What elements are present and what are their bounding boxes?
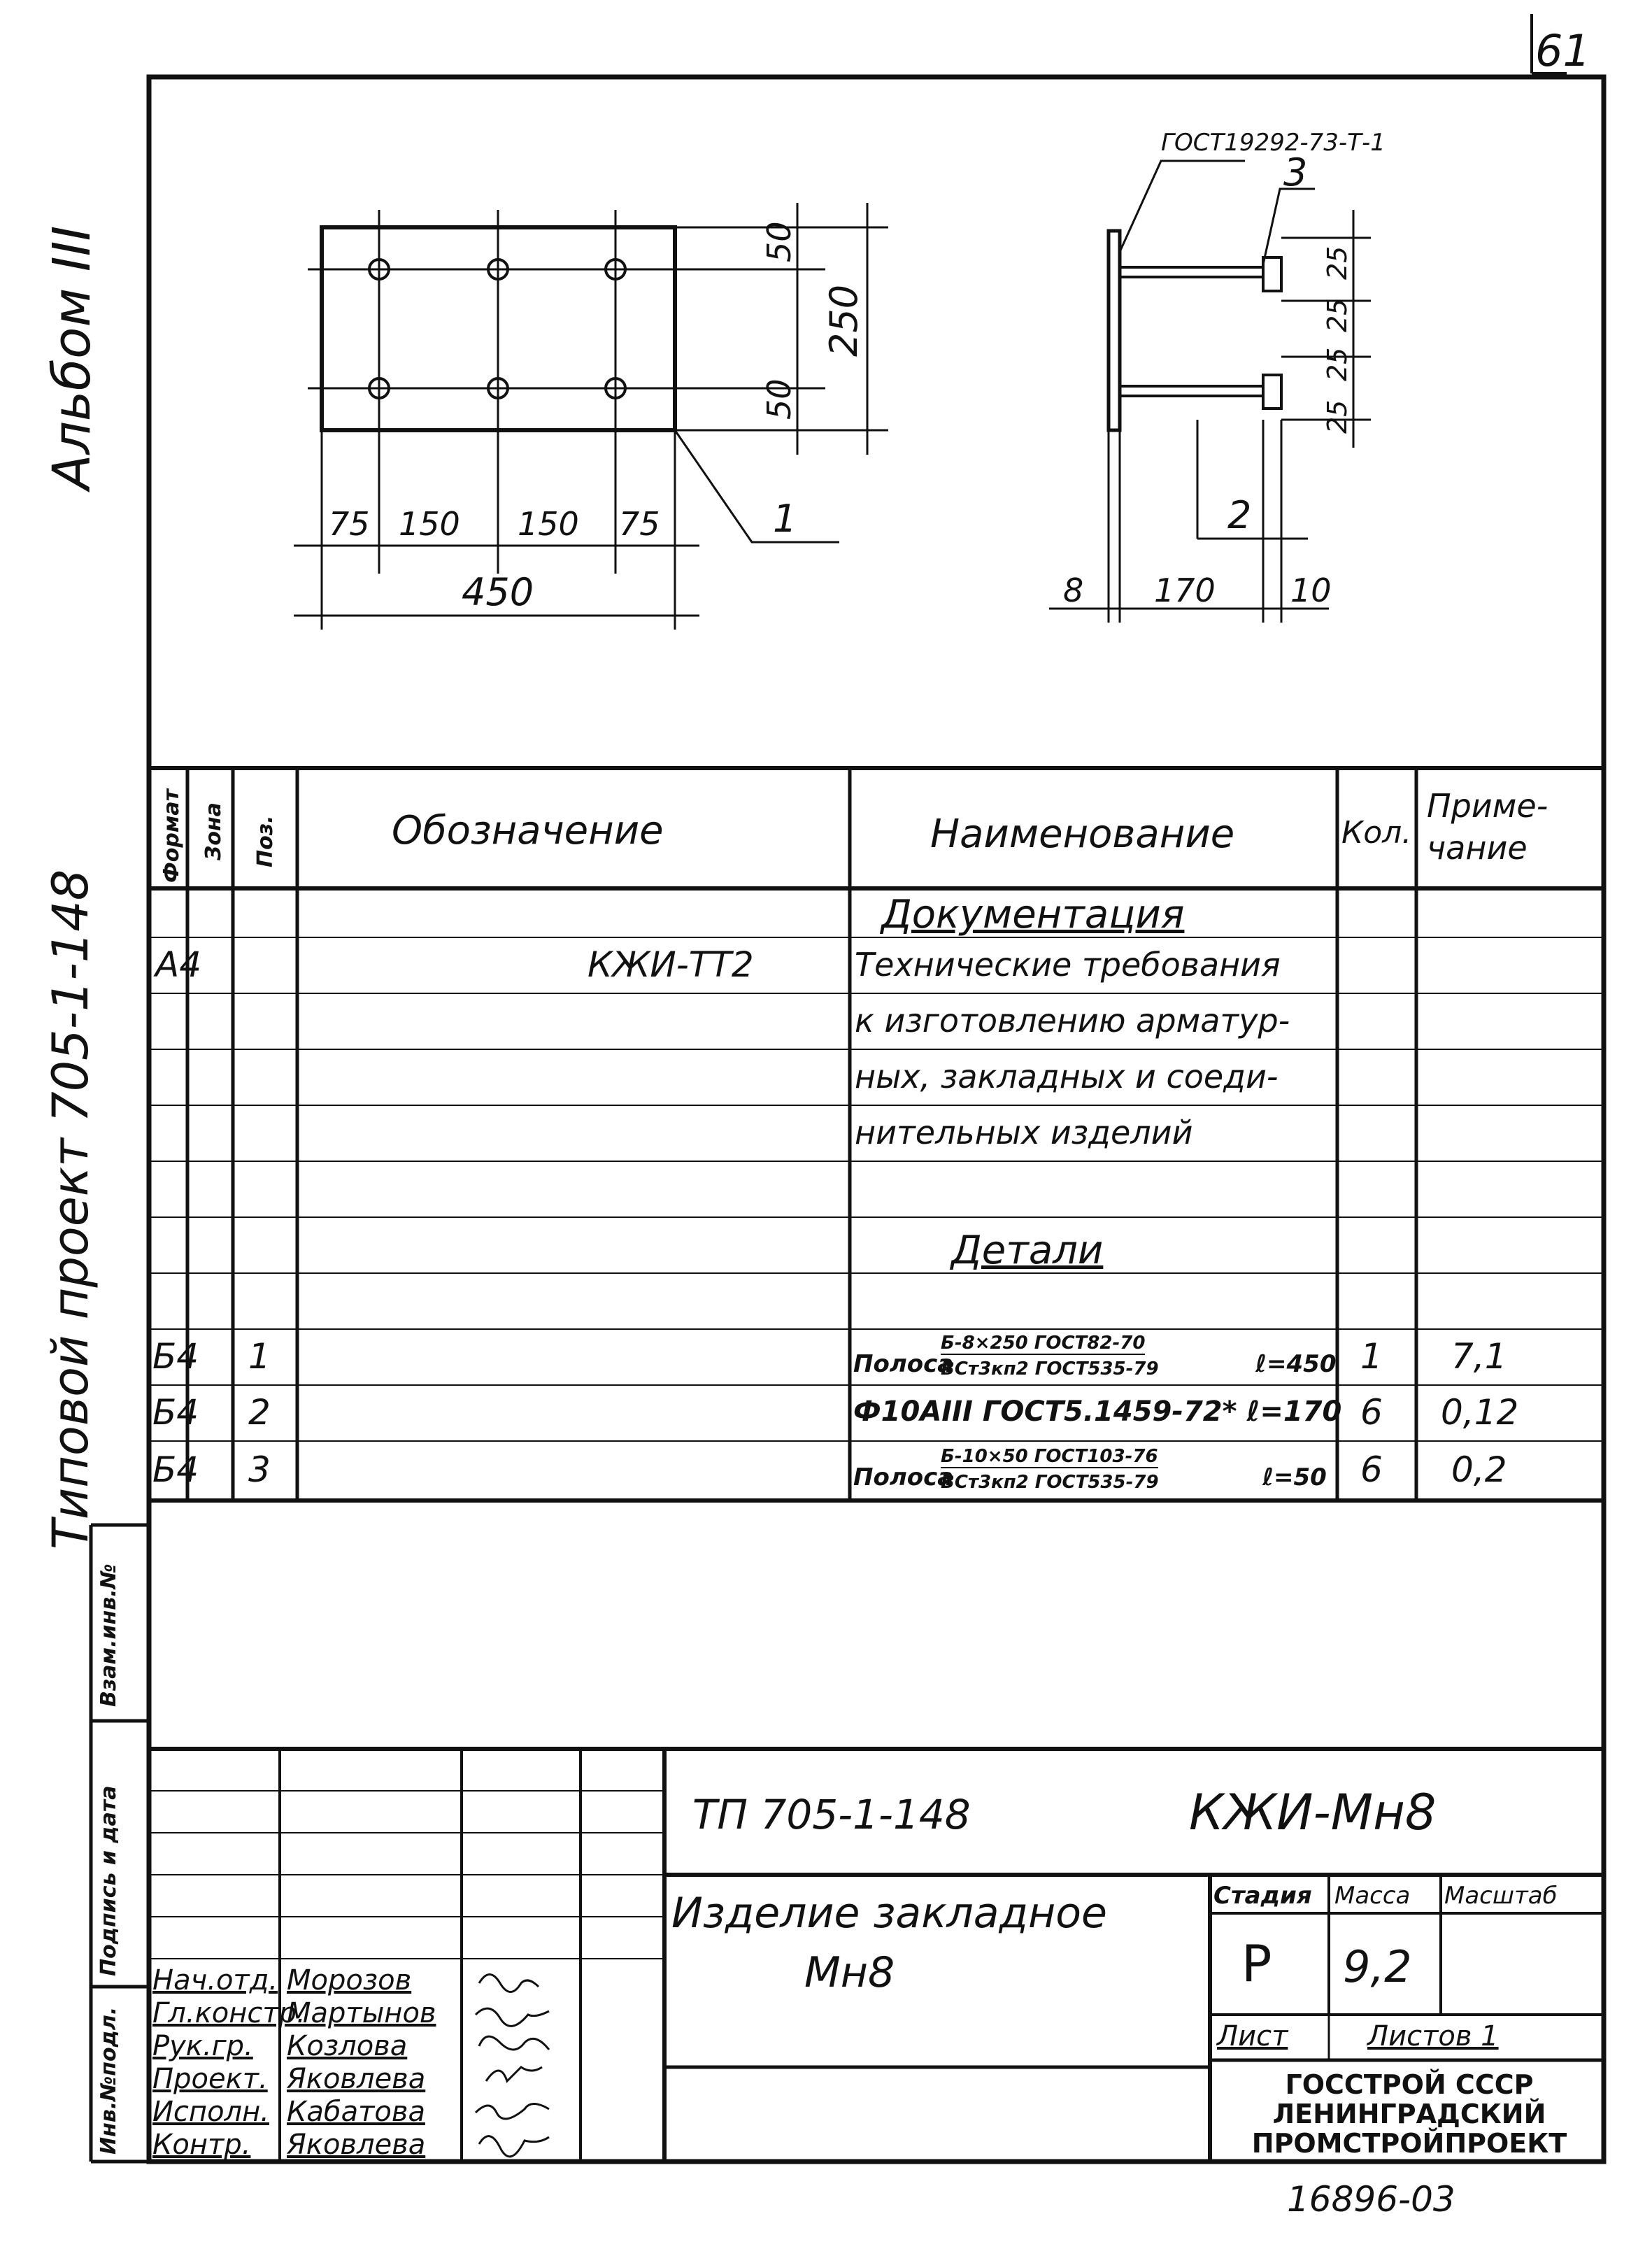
name-1: Морозов — [287, 1964, 412, 1996]
org-line-3: ПРОМСТРОЙПРОЕКТ — [1251, 2128, 1567, 2159]
mass-value: 9,2 — [1343, 1941, 1412, 1992]
part1-pos: 1 — [248, 1336, 271, 1377]
part3-name-bottom: ВСт3кп2 ГОСТ535-79 — [941, 1472, 1159, 1493]
part1-format: Б4 — [152, 1336, 199, 1377]
hdr-designation: Обозначение — [392, 808, 664, 853]
album-label: Альбом III — [42, 225, 102, 490]
gost-label: ГОСТ19292-73-Т-1 — [1161, 129, 1386, 157]
name-5: Кабатова — [287, 2096, 425, 2128]
hdr-format: Формат — [159, 789, 184, 883]
part2-note: 0,12 — [1441, 1392, 1519, 1433]
part1-name-top: Б-8×250 ГОСТ82-70 — [941, 1333, 1146, 1354]
section-parts: Детали — [951, 1228, 1104, 1273]
side-dim-2: 25 — [1322, 298, 1353, 332]
vzam-inv-label: Взам.инв.№ — [97, 1563, 121, 1707]
inv-podl-label: Инв.№подл. — [97, 2006, 121, 2155]
item-name-2: Мн8 — [804, 1948, 895, 1997]
project-label: Типовой проект 705-1-148 — [42, 869, 99, 1549]
dim-h3: 150 — [518, 505, 579, 543]
role-2: Гл.констр. — [152, 1997, 306, 2029]
side-width-3: 10 — [1290, 572, 1332, 609]
dim-v-top: 50 — [760, 221, 798, 262]
stage-label: Стадия — [1213, 1882, 1312, 1910]
org-line-1: ГОССТРОЙ СССР — [1285, 2069, 1534, 2100]
role-1: Нач.отд. — [152, 1964, 278, 1996]
hdr-name: Наименование — [930, 811, 1235, 857]
side-dim-3: 25 — [1322, 347, 1353, 381]
role-4: Проект. — [152, 2063, 268, 2095]
mass-label: Масса — [1334, 1882, 1411, 1910]
hdr-note-2: чание — [1427, 829, 1528, 867]
part1-name-bottom: ВСт3кп2 ГОСТ535-79 — [941, 1358, 1159, 1379]
doc-name-line-4: нительных изделий — [855, 1114, 1193, 1151]
project-code: ТП 705-1-148 — [692, 1791, 971, 1838]
dim-h2: 150 — [399, 505, 460, 543]
dim-v-bot: 50 — [760, 378, 798, 420]
role-3: Рук.гр. — [152, 2030, 253, 2062]
part1-note: 7,1 — [1451, 1336, 1507, 1377]
sheets-label: Листов 1 — [1367, 2020, 1499, 2052]
name-4: Яковлева — [287, 2063, 426, 2095]
doc-name-line-3: ных, закладных и соеди- — [855, 1058, 1279, 1095]
podpis-data-label: Подпись и дата — [97, 1785, 121, 1976]
stage-value: Р — [1241, 1934, 1272, 1993]
plate-side — [1109, 231, 1120, 430]
side-dim-1: 25 — [1322, 246, 1353, 280]
bar-top — [1120, 267, 1263, 277]
name-3: Козлова — [287, 2030, 408, 2062]
callout-2: 2 — [1227, 493, 1252, 537]
part3-name-top: Б-10×50 ГОСТ103-76 — [941, 1446, 1158, 1467]
part3-note: 0,2 — [1451, 1449, 1507, 1490]
side-width-2: 170 — [1154, 572, 1216, 609]
part3-qty: 6 — [1360, 1449, 1383, 1490]
doc-code: КЖИ-Мн8 — [1189, 1784, 1437, 1841]
hdr-pos: Поз. — [253, 815, 278, 867]
callout-3: 3 — [1283, 150, 1308, 194]
pad-bottom — [1263, 375, 1281, 409]
doc-designation: КЖИ-ТТ2 — [588, 944, 754, 985]
part3-name-suffix: ℓ=50 — [1262, 1463, 1327, 1491]
bar-bottom — [1120, 386, 1263, 396]
hdr-note-1: Приме- — [1427, 787, 1548, 825]
footer-number: 16896-03 — [1287, 2179, 1455, 2220]
part2-pos: 2 — [248, 1392, 271, 1433]
callout-1: 1 — [773, 497, 797, 541]
side-width-1: 8 — [1063, 572, 1084, 609]
part3-name-prefix: Полоса — [853, 1463, 954, 1491]
part2-format: Б4 — [152, 1392, 199, 1433]
signatures — [465, 1959, 581, 2162]
dim-h1: 75 — [329, 505, 370, 543]
org-line-2: ЛЕНИНГРАДСКИЙ — [1272, 2099, 1546, 2129]
name-6: Яковлева — [287, 2129, 426, 2161]
page-number: 61 — [1535, 25, 1590, 76]
hdr-qty: Кол. — [1341, 815, 1412, 851]
dim-v-total: 250 — [822, 284, 866, 357]
part3-format: Б4 — [152, 1449, 199, 1490]
technical-drawing — [0, 0, 1652, 769]
side-dim-4: 25 — [1322, 399, 1353, 434]
part1-name-prefix: Полоса — [853, 1350, 954, 1378]
section-docs: Документация — [881, 892, 1185, 937]
dim-total: 450 — [462, 570, 534, 614]
part2-name: Ф10АIII ГОСТ5.1459-72* ℓ=170 — [853, 1396, 1342, 1428]
item-name-1: Изделие закладное — [671, 1889, 1107, 1938]
name-2: Мартынов — [287, 1997, 436, 2029]
part2-qty: 6 — [1360, 1392, 1383, 1433]
doc-name-line-2: к изготовлению арматур- — [855, 1002, 1290, 1040]
sheet-label: Лист — [1217, 2020, 1288, 2052]
part1-name-suffix: ℓ=450 — [1255, 1350, 1337, 1378]
doc-format: А4 — [155, 944, 202, 985]
part3-pos: 3 — [248, 1449, 271, 1490]
doc-name-line-1: Технические требования — [855, 946, 1281, 984]
pad-top — [1263, 257, 1281, 291]
role-6: Контр. — [152, 2129, 251, 2161]
hdr-zone: Зона — [201, 802, 226, 860]
scale-label: Масштаб — [1444, 1882, 1558, 1910]
role-5: Исполн. — [152, 2096, 269, 2128]
part1-qty: 1 — [1360, 1336, 1383, 1377]
dim-h4: 75 — [619, 505, 660, 543]
